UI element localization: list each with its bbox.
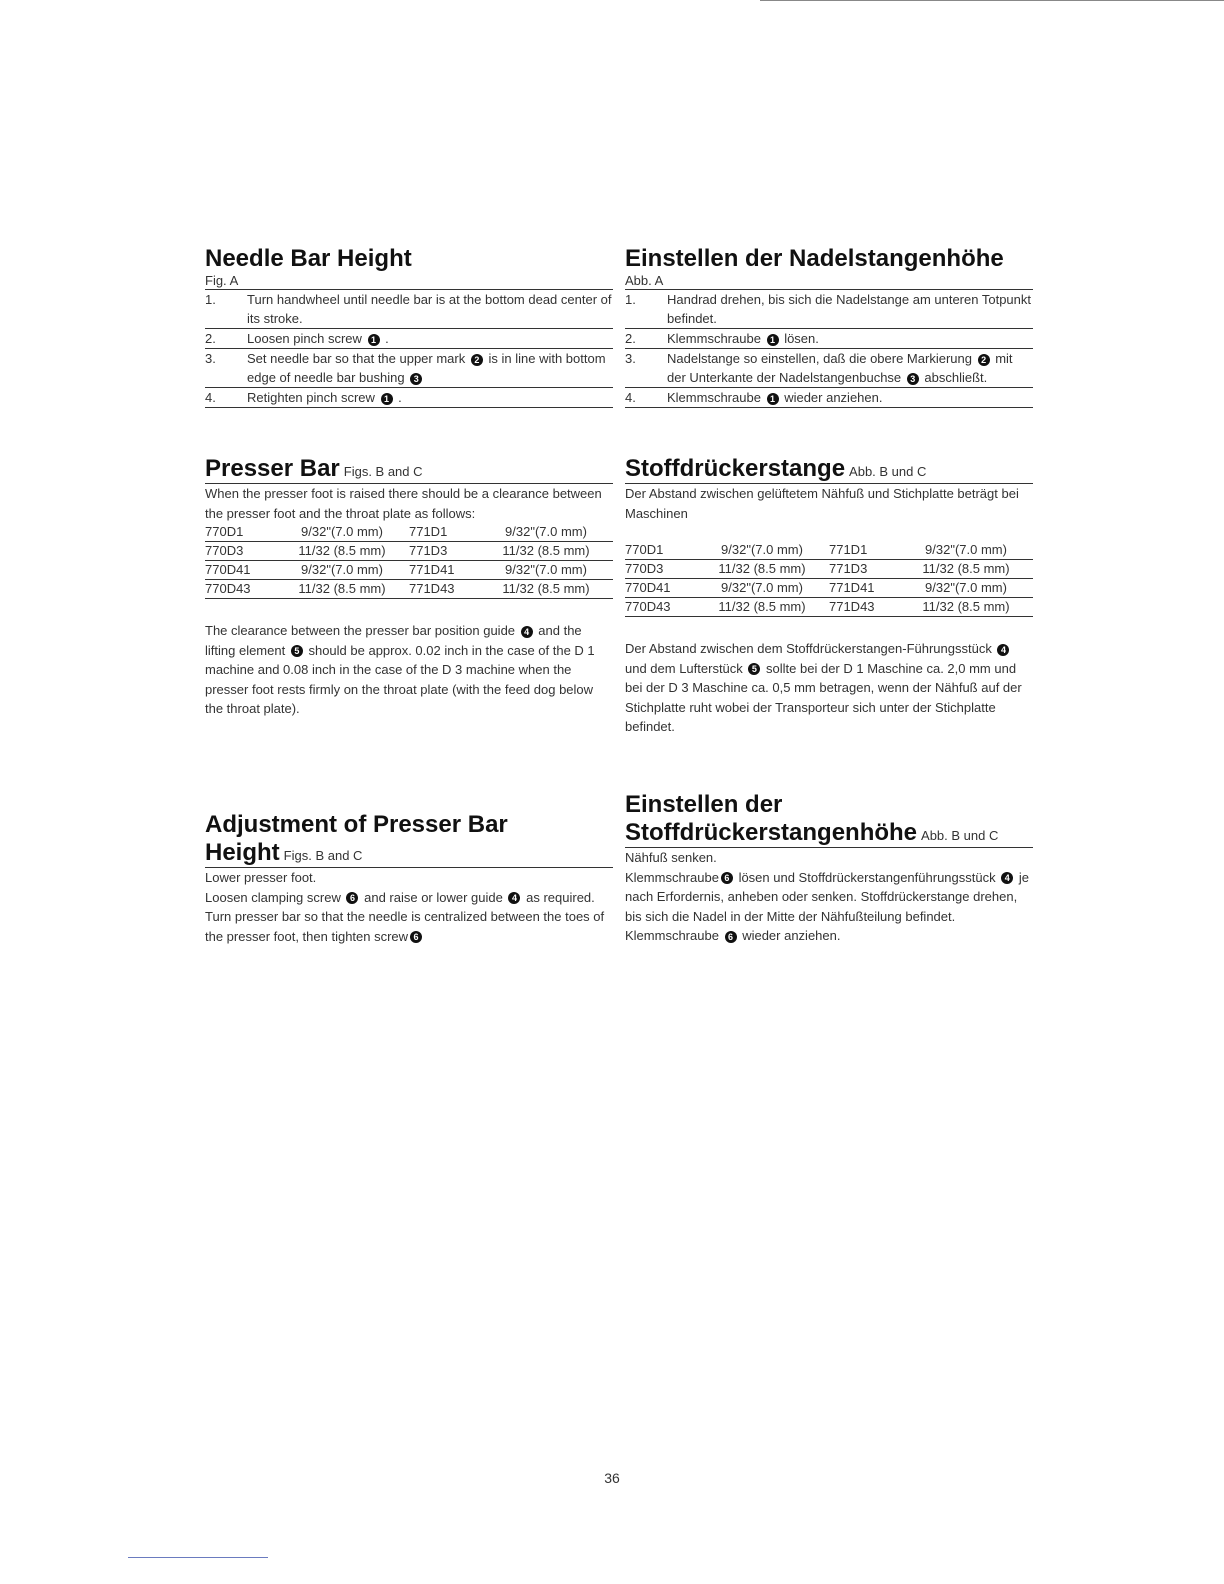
figure-reference: Fig. A xyxy=(205,273,613,290)
ref-marker-icon: 4 xyxy=(997,644,1009,656)
ref-marker-icon: 4 xyxy=(521,626,533,638)
instruction-paragraph xyxy=(205,888,613,947)
step-text-tail: lösen. xyxy=(784,331,819,346)
step-number: 4. xyxy=(625,390,636,405)
ref-marker-icon: 6 xyxy=(410,931,422,943)
step-text: Klemmschraube xyxy=(667,390,761,405)
step-text: Retighten pinch screw xyxy=(247,390,375,405)
step-text: Set needle bar so that the upper mark xyxy=(247,351,466,366)
section-title: Presser Bar xyxy=(205,455,340,482)
section-title: Stoffdrückerstange xyxy=(625,455,846,482)
step-text: Handrad drehen, bis sich die Nadelstange am unteren Totpunkt befindet. xyxy=(667,292,1031,326)
value-cell: 11/32 (8.5 mm) xyxy=(899,598,1033,617)
step-item xyxy=(625,349,1033,388)
table-row xyxy=(205,580,613,599)
needle-bar-height-section-de xyxy=(625,245,1033,435)
step-text-tail: . xyxy=(385,331,389,346)
clearance-paragraph xyxy=(205,621,613,719)
model-cell: 771D1 xyxy=(829,541,899,560)
ref-marker-icon: 1 xyxy=(381,393,393,405)
step-text: Klemmschraube xyxy=(667,331,761,346)
para-text: Loosen clamping screw xyxy=(205,889,341,905)
step-list xyxy=(205,290,613,408)
presser-bar-section-de xyxy=(625,455,1033,785)
intro-paragraph: Der Abstand zwischen gelüftetem Nähfuß und Stichplatte beträgt bei Maschinen xyxy=(625,486,1019,521)
figure-reference: Abb. B und C xyxy=(921,828,999,843)
step-item xyxy=(205,290,613,329)
model-cell: 770D1 xyxy=(625,541,695,560)
para-text: sollte bei der D 1 Maschine ca. 2,0 mm und bei der D 3 Maschine ca. 0,5 mm betragen, wenn der Nähfuß auf der Stichplatte ruht wobei der Transporteur sich unter der Stichplatte befindet. xyxy=(625,660,1022,734)
model-cell: 771D41 xyxy=(829,579,899,598)
needle-bar-height-section xyxy=(205,245,613,415)
para-text: Klemmschraube xyxy=(625,928,719,943)
model-cell: 770D43 xyxy=(625,598,695,617)
section-title: Einstellen der xyxy=(625,791,783,818)
step-text: Nadelstange so einstellen, daß die obere Markierung xyxy=(667,351,972,366)
para-text: wieder anziehen. xyxy=(742,928,841,943)
para-text: and the lifting element xyxy=(205,623,582,658)
value-cell: 9/32"(7.0 mm) xyxy=(899,541,1033,560)
section-title: Einstellen der Nadelstangenhöhe xyxy=(625,245,1004,272)
presser-bar-section xyxy=(205,455,613,785)
ref-marker-icon: 3 xyxy=(410,373,422,385)
step-item xyxy=(205,388,613,408)
instruction-line xyxy=(625,926,1033,946)
model-cell: 771D3 xyxy=(409,542,479,561)
ref-marker-icon: 1 xyxy=(767,393,779,405)
value-cell: 11/32 (8.5 mm) xyxy=(695,598,829,617)
table-row xyxy=(205,561,613,580)
model-cell: 771D43 xyxy=(409,580,479,599)
ref-marker-icon: 5 xyxy=(748,663,760,675)
page-number: 36 xyxy=(604,1470,620,1486)
bottom-edge-rule xyxy=(128,1557,268,1558)
german-column xyxy=(625,245,1033,946)
ref-marker-icon: 3 xyxy=(907,373,919,385)
adjust-presser-section-de xyxy=(625,791,1033,946)
step-item xyxy=(205,349,613,388)
figure-reference: Figs. B and C xyxy=(343,464,423,479)
para-text: je nach Erfordernis, anheben oder senken. Stoffdrückerstange drehen, bis sich die Nadel in der Mitte der Nähfußteilung befindet. xyxy=(625,869,1029,924)
section-title-line2: Height xyxy=(205,839,280,866)
para-text: Klemmschraube xyxy=(625,869,719,885)
value-cell: 9/32"(7.0 mm) xyxy=(479,561,613,580)
figure-reference: Abb. A xyxy=(625,273,1033,290)
para-text: as required. Turn presser bar so that the needle is centralized between the toes of the presser foot, then tighten screw xyxy=(205,889,605,944)
table-row xyxy=(625,598,1033,617)
table-row xyxy=(205,523,613,542)
step-item xyxy=(625,290,1033,329)
model-cell: 770D3 xyxy=(625,560,695,579)
instruction-line: Lower presser foot. xyxy=(205,870,317,885)
figure-reference: Abb. B und C xyxy=(849,464,927,479)
model-cell: 770D1 xyxy=(205,523,275,542)
top-edge-rule xyxy=(760,0,1224,1)
step-number: 1. xyxy=(205,292,216,307)
table-row xyxy=(625,579,1033,598)
step-number: 4. xyxy=(205,390,216,405)
step-text: Turn handwheel until needle bar is at the bottom dead center of its stroke. xyxy=(247,292,612,326)
model-cell: 771D3 xyxy=(829,560,899,579)
value-cell: 11/32 (8.5 mm) xyxy=(275,580,409,599)
step-item xyxy=(625,329,1033,349)
value-cell: 11/32 (8.5 mm) xyxy=(479,542,613,561)
section-title: Needle Bar Height xyxy=(205,245,412,272)
clearance-paragraph xyxy=(625,639,1033,737)
value-cell: 11/32 (8.5 mm) xyxy=(899,560,1033,579)
clearance-table xyxy=(625,541,1033,617)
figure-reference: Figs. B and C xyxy=(283,848,363,863)
table-row xyxy=(205,542,613,561)
para-text: should be approx. 0.02 inch in the case of the D 1 machine and 0.08 inch in the case of the D 3 machine when the presser foot rests firmly on the throat plate (with the feed dog below the throat plate). xyxy=(205,642,595,716)
table-row xyxy=(625,541,1033,560)
model-cell: 771D43 xyxy=(829,598,899,617)
para-text: Der Abstand zwischen dem Stoffdrückerstangen-Führungsstück xyxy=(625,641,992,656)
model-cell: 770D41 xyxy=(625,579,695,598)
para-text: und dem Lufterstück xyxy=(625,660,743,676)
value-cell: 9/32"(7.0 mm) xyxy=(695,541,829,560)
para-text: The clearance between the presser bar position guide xyxy=(205,623,516,638)
intro-paragraph: When the presser foot is raised there should be a clearance between the presser foot and the throat plate as follows: xyxy=(205,486,602,521)
step-number: 1. xyxy=(625,292,636,307)
ref-marker-icon: 2 xyxy=(978,354,990,366)
english-column xyxy=(205,245,613,946)
step-number: 2. xyxy=(205,331,216,346)
model-cell: 771D41 xyxy=(409,561,479,580)
ref-marker-icon: 1 xyxy=(368,334,380,346)
ref-marker-icon: 6 xyxy=(346,892,358,904)
ref-marker-icon: 2 xyxy=(471,354,483,366)
value-cell: 9/32"(7.0 mm) xyxy=(275,561,409,580)
model-cell: 770D41 xyxy=(205,561,275,580)
value-cell: 9/32"(7.0 mm) xyxy=(275,523,409,542)
ref-marker-icon: 5 xyxy=(291,645,303,657)
value-cell: 9/32"(7.0 mm) xyxy=(479,523,613,542)
step-text-tail: is in line with bottom edge of needle bar bushing xyxy=(247,351,606,385)
ref-marker-icon: 4 xyxy=(508,892,520,904)
value-cell: 11/32 (8.5 mm) xyxy=(479,580,613,599)
step-number: 2. xyxy=(625,331,636,346)
ref-marker-icon: 6 xyxy=(725,931,737,943)
value-cell: 11/32 (8.5 mm) xyxy=(275,542,409,561)
para-text: and raise or lower guide xyxy=(364,889,503,905)
step-text-tail: wieder anziehen. xyxy=(784,390,883,405)
clearance-table xyxy=(205,523,613,599)
step-text-tail: . xyxy=(398,390,402,405)
model-cell: 770D43 xyxy=(205,580,275,599)
step-text: Loosen pinch screw xyxy=(247,331,362,346)
step-list xyxy=(625,290,1033,408)
step-number: 3. xyxy=(205,351,216,366)
step-text-end: abschließt. xyxy=(924,370,988,385)
model-cell: 770D3 xyxy=(205,542,275,561)
value-cell: 9/32"(7.0 mm) xyxy=(899,579,1033,598)
section-title: Adjustment of Presser Bar xyxy=(205,811,508,838)
model-cell: 771D1 xyxy=(409,523,479,542)
step-item xyxy=(625,388,1033,408)
step-item xyxy=(205,329,613,349)
instruction-paragraph xyxy=(625,868,1033,927)
step-text-tail: mit der Unterkante der Nadelstangenbuchse xyxy=(667,351,1013,385)
value-cell: 11/32 (8.5 mm) xyxy=(695,560,829,579)
adjust-presser-section xyxy=(205,811,613,946)
instruction-line: Nähfuß senken. xyxy=(625,850,717,865)
table-row xyxy=(625,560,1033,579)
ref-marker-icon: 4 xyxy=(1001,872,1013,884)
value-cell: 9/32"(7.0 mm) xyxy=(695,579,829,598)
para-text: lösen und Stoffdrückerstangenführungsstück xyxy=(738,869,996,885)
step-number: 3. xyxy=(625,351,636,366)
section-title-line2: Stoffdrückerstangenhöhe xyxy=(625,819,918,846)
ref-marker-icon: 1 xyxy=(767,334,779,346)
ref-marker-icon: 6 xyxy=(721,872,733,884)
